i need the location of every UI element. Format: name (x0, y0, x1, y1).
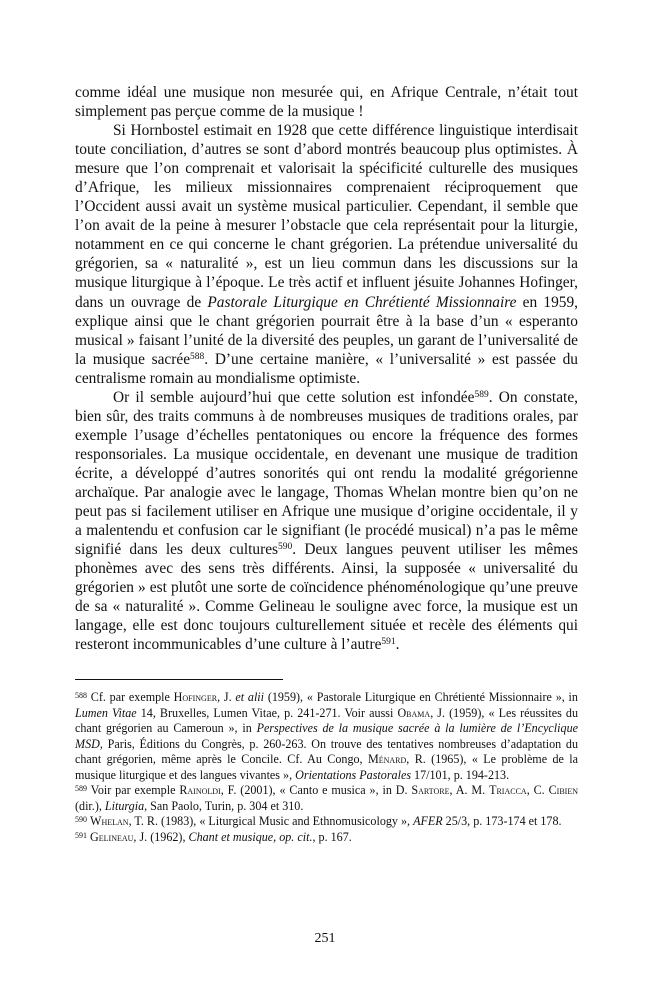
paragraph-2: Si Hornbostel estimait en 1928 que cette différence linguistique interdisait toute conciliation, d’autres se sont d’abord montrés beaucoup plus optimistes. À mesure que l’on comprenait et valorisait la spécificité culturelle des musiques d’Afrique, les milieux missionnaires comprenaient réciproquement que l’Occident aussi avait un système musical particulier. Cependant, il semble que l’on avait de la peine à mesurer l’obstacle que cela représentait pour la liturgie, notamment en ce qui concerne le chant grégorien. La prétendue universalité du grégorien, sa « naturalité », est un lieu commun dans les discussions sur la musique liturgique à l’époque. Le très actif et influent jésuite Johannes Hofinger, dans un ouvrage de Pastorale Liturgique en Chrétienté Missionnaire en 1959, explique ainsi que le chant grégorien pourrait être à la base d’un « esperanto musical » faisant l’unité de la diversité des peuples, un garant de l’universalité de la musique sacrée$^{588}$. D’une certaine manière, « l’universalité » est passée du centralisme romain au mondialisme optimiste. (75, 122, 578, 387)
page-content (75, 83, 578, 845)
page-number: 251 (314, 931, 336, 946)
footnote-591: $^{591}$ Gelineau, J. (1962), Chant et musique, op. cit., p. 167. (75, 829, 352, 844)
footnote-ref-590[interactable]: 590 (278, 542, 293, 553)
main-text (75, 83, 578, 654)
footnote-ref-589[interactable]: 589 (474, 389, 489, 400)
footnote-589: $^{589}$ Voir par exemple Rainoldi, F. (2001), « Canto e musica », in D. Sartore, A. M. Triacca, C. Cibien (dir.), Liturgia, San Paolo, Turin, p. 304 et 310. (75, 783, 578, 813)
footnote-divider (75, 679, 283, 680)
paragraph-3: Or il semble aujourd’hui que cette solution est infondée$^{589}$. On constate, bien sûr, des traits communs à de nombreuses musiques de traditions orales, par exemple l’usage d’échelles pentatoniques ou encore la fréquence des formes responsoriales. La musique occidentale, en devenant une musique de tradition écrite, a développé d’autres sonorités qui ont rendu la modalité grégorienne archaïque. Par analogie avec le langage, Thomas Whelan montre bien qu’on ne peut pas si facilement utiliser en Afrique une musique d’origine occidentale, il y a malentendu et confusion car le signifiant (le procédé musical) n’a pas le même signifié dans les deux cultures$^{590}$. Deux langues peuvent utiliser les mêmes phonèmes avec des sens très différents. Ainsi, la supposée « universalité du grégorien » est plutôt une sorte de coïncidence phénoménologique qu’une preuve de sa « naturalité ». Comme Gelineau le souligne avec force, la musique est un langage, elle est donc toujours culturellement située et recèle des éléments qui resteront incommunicables d’une culture à l’autre$^{591}$. (75, 388, 578, 654)
footnote-588: $^{588}$ Cf. par exemple Hofinger, J. et alii (1959), « Pastorale Liturgique en Chrétienté Missionnaire », in Lumen Vitae 14, Bruxelles, Lumen Vitae, p. 241-271. Voir aussi Obama, J. (1959), « Les réussites du chant grégorien au Cameroun », in Perspectives de la musique sacrée à la lumière de l’Encyclique MSD, Paris, Éditions du Congrès, p. 260-263. On trouve des tentatives nombreuses d’adaptation du chant grégorien, même après le Concile. Cf. Au Congo, Ménard, R. (1965), « Le problème de la musique liturgique et des langues vivantes », Orientations Pastorales 17/101, p. 194-213. (75, 690, 578, 782)
footnote-590: $^{590}$ Whelan, T. R. (1983), « Liturgical Music and Ethnomusicology », AFER 25/3, p. 173-174 et 178. (75, 814, 562, 829)
paragraph-1: comme idéal une musique non mesurée qui, en Afrique Centrale, n’était tout simplement pas perçue comme de la musique ! (75, 84, 578, 121)
footnote-ref-588[interactable]: 588 (190, 351, 205, 362)
footnote-ref-591[interactable]: 591 (381, 637, 396, 648)
footnotes (75, 690, 578, 845)
